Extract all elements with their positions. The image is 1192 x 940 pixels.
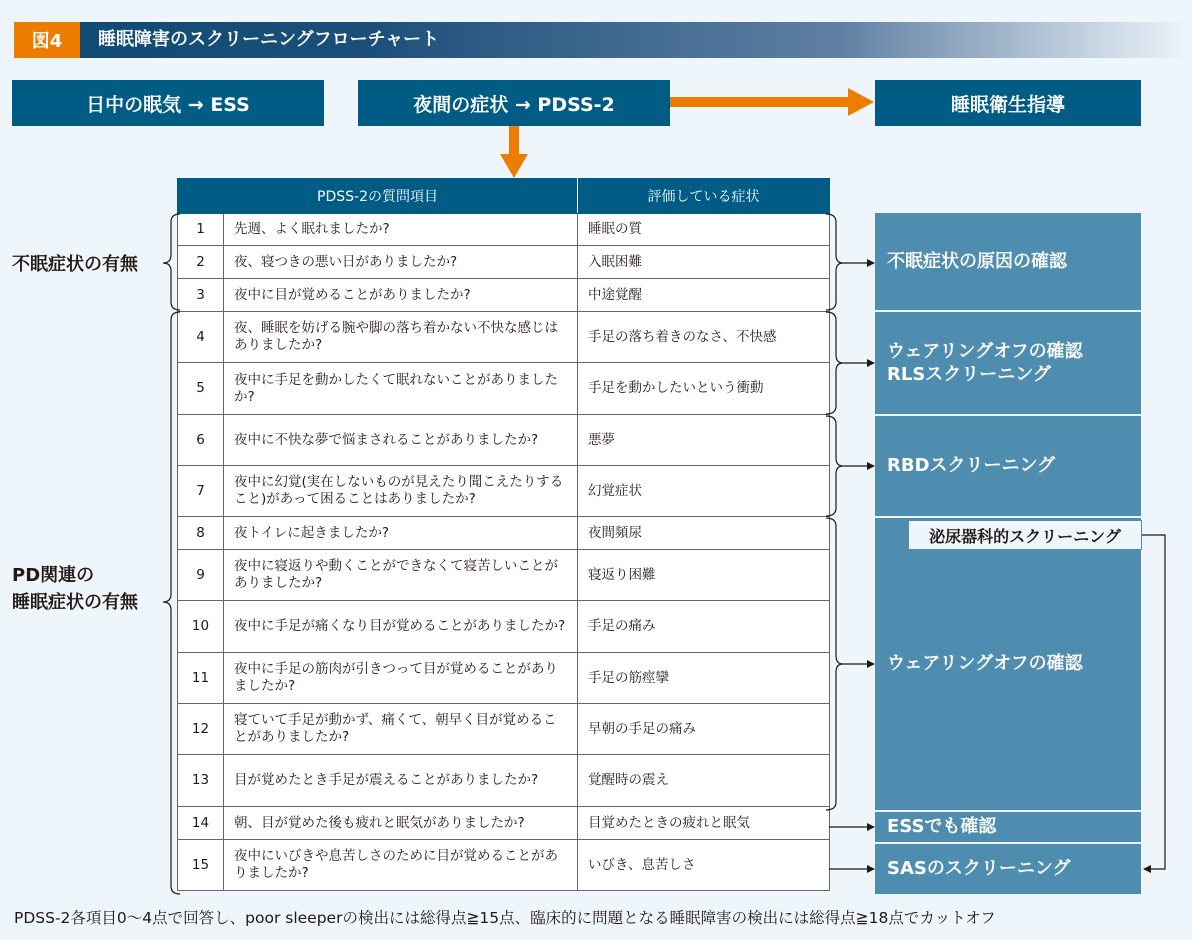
- item-number: 5: [178, 363, 224, 415]
- item-number: 8: [178, 517, 224, 550]
- item-number: 10: [178, 601, 224, 653]
- urology-to-sas-line: [1142, 535, 1165, 869]
- item-question: 目が覚めたとき手足が震えることがありましたか?: [224, 755, 578, 807]
- item-question: 夜、寝つきの悪い日がありましたか?: [224, 246, 578, 279]
- item-symptom: 手足を動かしたいという衝動: [578, 363, 830, 415]
- item-number: 3: [178, 279, 224, 312]
- item-symptom: 夜間頻尿: [578, 517, 830, 550]
- rbd-box: RBDスクリーニング: [875, 416, 1141, 516]
- pd-label-line1: PD関連の: [12, 565, 95, 586]
- item-number: 9: [178, 550, 224, 601]
- header-question: PDSS-2の質問項目: [178, 179, 578, 214]
- brace-r-1-3: [826, 214, 843, 310]
- item-number: 7: [178, 466, 224, 517]
- figure-tag: 図4: [14, 22, 80, 58]
- pd-label-line2: 睡眠症状の有無: [12, 592, 138, 613]
- item-symptom: 手足の筋痙攣: [578, 653, 830, 704]
- item-number: 15: [178, 840, 224, 891]
- ess-check-box: ESSでも確認: [875, 812, 1141, 842]
- item-question: 先週、よく眠れましたか?: [224, 214, 578, 246]
- brace-r-4-5: [826, 312, 843, 414]
- brace-insomnia: [163, 214, 180, 310]
- insomnia-cause-box: 不眠症状の原因の確認: [875, 213, 1141, 310]
- header-symptom: 評価している症状: [578, 179, 830, 214]
- item-question: 夜中に寝返りや動くことができなくて寝苦しいことがありましたか?: [224, 550, 578, 601]
- item-question: 夜、睡眠を妨げる腕や脚の落ち着かない不快な感じはありましたか?: [224, 312, 578, 363]
- item-question: 夜中に手足が痛くなり目が覚めることがありましたか?: [224, 601, 578, 653]
- brace-pd: [163, 312, 180, 894]
- figure-title: 睡眠障害のスクリーニングフローチャート: [98, 29, 440, 50]
- item-symptom: 中途覚醒: [578, 279, 830, 312]
- item-question: 夜中に手足の筋肉が引きつって目が覚めることがありましたか?: [224, 653, 578, 704]
- item-number: 12: [178, 704, 224, 755]
- item-symptom: いびき、息苦しさ: [578, 840, 830, 891]
- item-symptom: 入眠困難: [578, 246, 830, 279]
- brace-r-8-13: [826, 518, 843, 810]
- wearing-off-rls-line1: ウェアリングオフの確認: [887, 340, 1083, 362]
- item-question: 寝ていて手足が動かず、痛くて、朝早く目が覚めることがありましたか?: [224, 704, 578, 755]
- item-number: 6: [178, 415, 224, 466]
- urology-box: 泌尿器科的スクリーニング: [908, 520, 1142, 550]
- item-number: 4: [178, 312, 224, 363]
- item-symptom: 手足の落ち着きのなさ、不快感: [578, 312, 830, 363]
- item-question: 朝、目が覚めた後も疲れと眠気がありましたか?: [224, 807, 578, 840]
- item-number: 14: [178, 807, 224, 840]
- item-question: 夜中に目が覚めることがありましたか?: [224, 279, 578, 312]
- item-number: 11: [178, 653, 224, 704]
- item-question: 夜トイレに起きましたか?: [224, 517, 578, 550]
- sas-box: SASのスクリーニング: [875, 844, 1141, 894]
- wearing-off-rls-line2: RLSスクリーニング: [887, 364, 1051, 385]
- insomnia-label: 不眠症状の有無: [12, 254, 138, 275]
- item-number: 2: [178, 246, 224, 279]
- item-question: 夜中に手足を動かしたくて眠れないことがありましたか?: [224, 363, 578, 415]
- ess-box: 日中の眠気 → ESS: [12, 80, 324, 126]
- item-question: 夜中にいびきや息苦しさのために目が覚めることがありましたか?: [224, 840, 578, 891]
- item-symptom: 寝返り困難: [578, 550, 830, 601]
- sleep-hygiene-box: 睡眠衛生指導: [875, 80, 1141, 126]
- footnote: PDSS-2各項目0〜4点で回答し、poor sleeperの検出には総得点≧15点、臨床的に問題となる睡眠障害の検出には総得点≧18点でカットオフ: [14, 909, 996, 927]
- item-number: 1: [178, 214, 224, 246]
- item-question: 夜中に不快な夢で悩まされることがありましたか?: [224, 415, 578, 466]
- item-symptom: 覚醒時の震え: [578, 755, 830, 807]
- pdss-box: 夜間の症状 → PDSS-2: [358, 80, 670, 126]
- brace-r-6-7: [826, 416, 843, 516]
- item-symptom: 早朝の手足の痛み: [578, 704, 830, 755]
- item-symptom: 手足の痛み: [578, 601, 830, 653]
- item-number: 13: [178, 755, 224, 807]
- item-symptom: 幻覚症状: [578, 466, 830, 517]
- wearing-off-box: ウェアリングオフの確認: [875, 518, 1141, 810]
- item-symptom: 睡眠の質: [578, 214, 830, 246]
- item-symptom: 悪夢: [578, 415, 830, 466]
- item-symptom: 目覚めたときの疲れと眠気: [578, 807, 830, 840]
- item-question: 夜中に幻覚(実在しないものが見えたり聞こえたりすること)があって困ることはありましたか?: [224, 466, 578, 517]
